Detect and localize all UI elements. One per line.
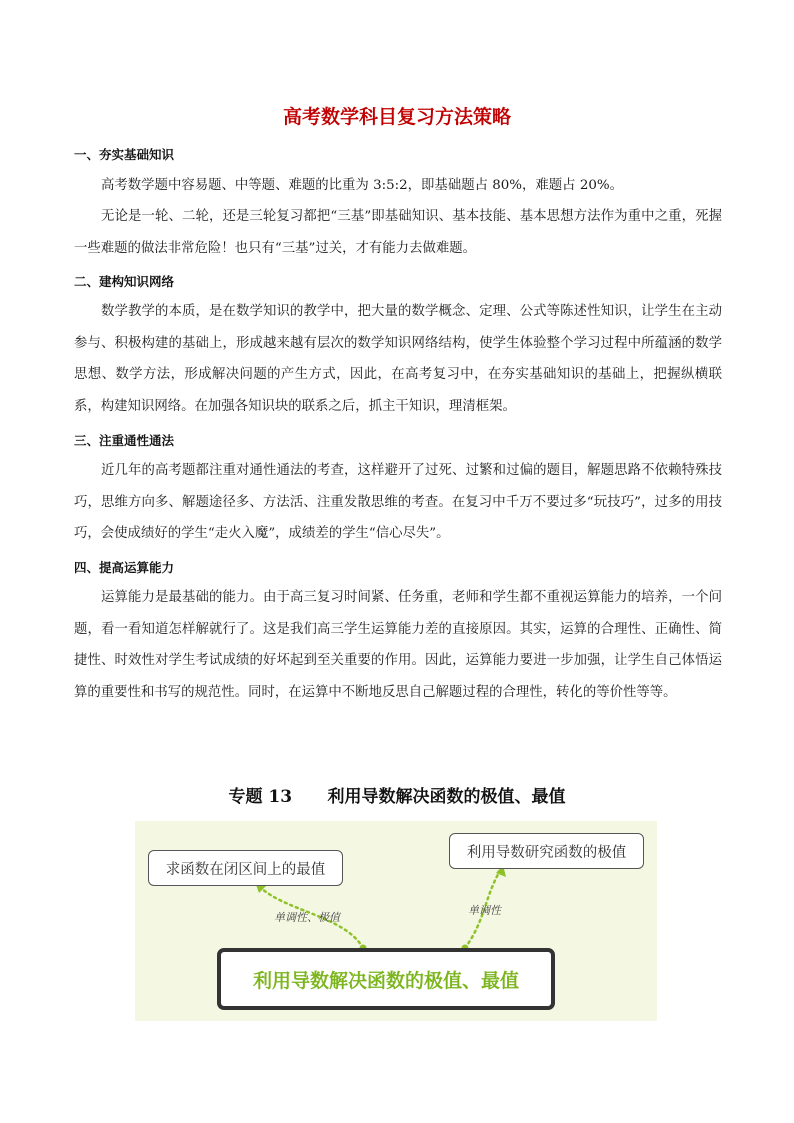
right-edge-label: 单调性 [468,904,501,917]
mindmap [135,821,657,1021]
left-edge-label: 单调性、极值 [274,911,340,924]
section-2-paragraph-1: 数学教学的本质，是在数学知识的教学中，把大量的数学概念、定理、公式等陈述性知识，让学生在主动参与、积极构建的基础上，形成越来越有层次的数学知识网络结构，使学生体验整个学习过程中所蕴涵的数学思想、数学方法，形成解决问题的产生方式，因此，在高考复习中，在夯实基础知识的基础上，把握纵横联系，构建知识网络。在加强各知识块的联系之后，抓主干知识，理清框架。 [74,304,722,414]
section-heading-4: 四、提高运算能力 [74,560,175,575]
section-heading-2: 二、建构知识网络 [74,274,175,289]
mindmap-central-node: 利用导数解决函数的极值、最值 [217,948,555,1010]
topic-title: 专题 13 利用导数解决函数的极值、最值 [228,787,566,807]
section-3-paragraph-1: 近几年的高考题都注重对通性通法的考查，这样避开了过死、过繁和过偏的题目，解题思路不依赖特殊技巧，思维方向多、解题途径多、方法活、注重发散思维的考查。在复习中千万不要过多“玩技巧”，过多的用技巧，会使成绩好的学生“走火入魔”，成绩差的学生“信心尽失”。 [74,463,722,541]
section-heading-3: 三、注重通性通法 [74,433,175,448]
section-1-paragraph-1: 高考数学题中容易题、中等题、难题的比重为 3:5:2，即基础题占 80%，难题占 20%。 [101,178,623,193]
section-heading-1: 一、夯实基础知识 [74,147,175,162]
section-1-paragraph-2: 无论是一轮、二轮，还是三轮复习都把“三基”即基础知识、基本技能、基本思想方法作为重中之重，死握一些难题的做法非常危险！也只有“三基”过关，才有能力去做难题。 [74,209,722,256]
section-4-paragraph-1: 运算能力是最基础的能力。由于高三复习时间紧、任务重，老师和学生都不重视运算能力的培养，一个问题，看一看知道怎样解就行了。这是我们高三学生运算能力差的直接原因。其实，运算的合理性、正确性、简捷性、时效性对学生考试成绩的好坏起到至关重要的作用。因此，运算能力要进一步加强，让学生自己体悟运算的重要性和书写的规范性。同时，在运算中不断地反思自己解题过程的合理性，转化的等价性等等。 [74,590,722,700]
mindmap-node-study-extrema: 利用导数研究函数的极值 [449,833,644,869]
mindmap-node-closed-interval-extremum: 求函数在闭区间上的最值 [148,850,343,886]
document-title: 高考数学科目复习方法策略 [282,106,511,128]
